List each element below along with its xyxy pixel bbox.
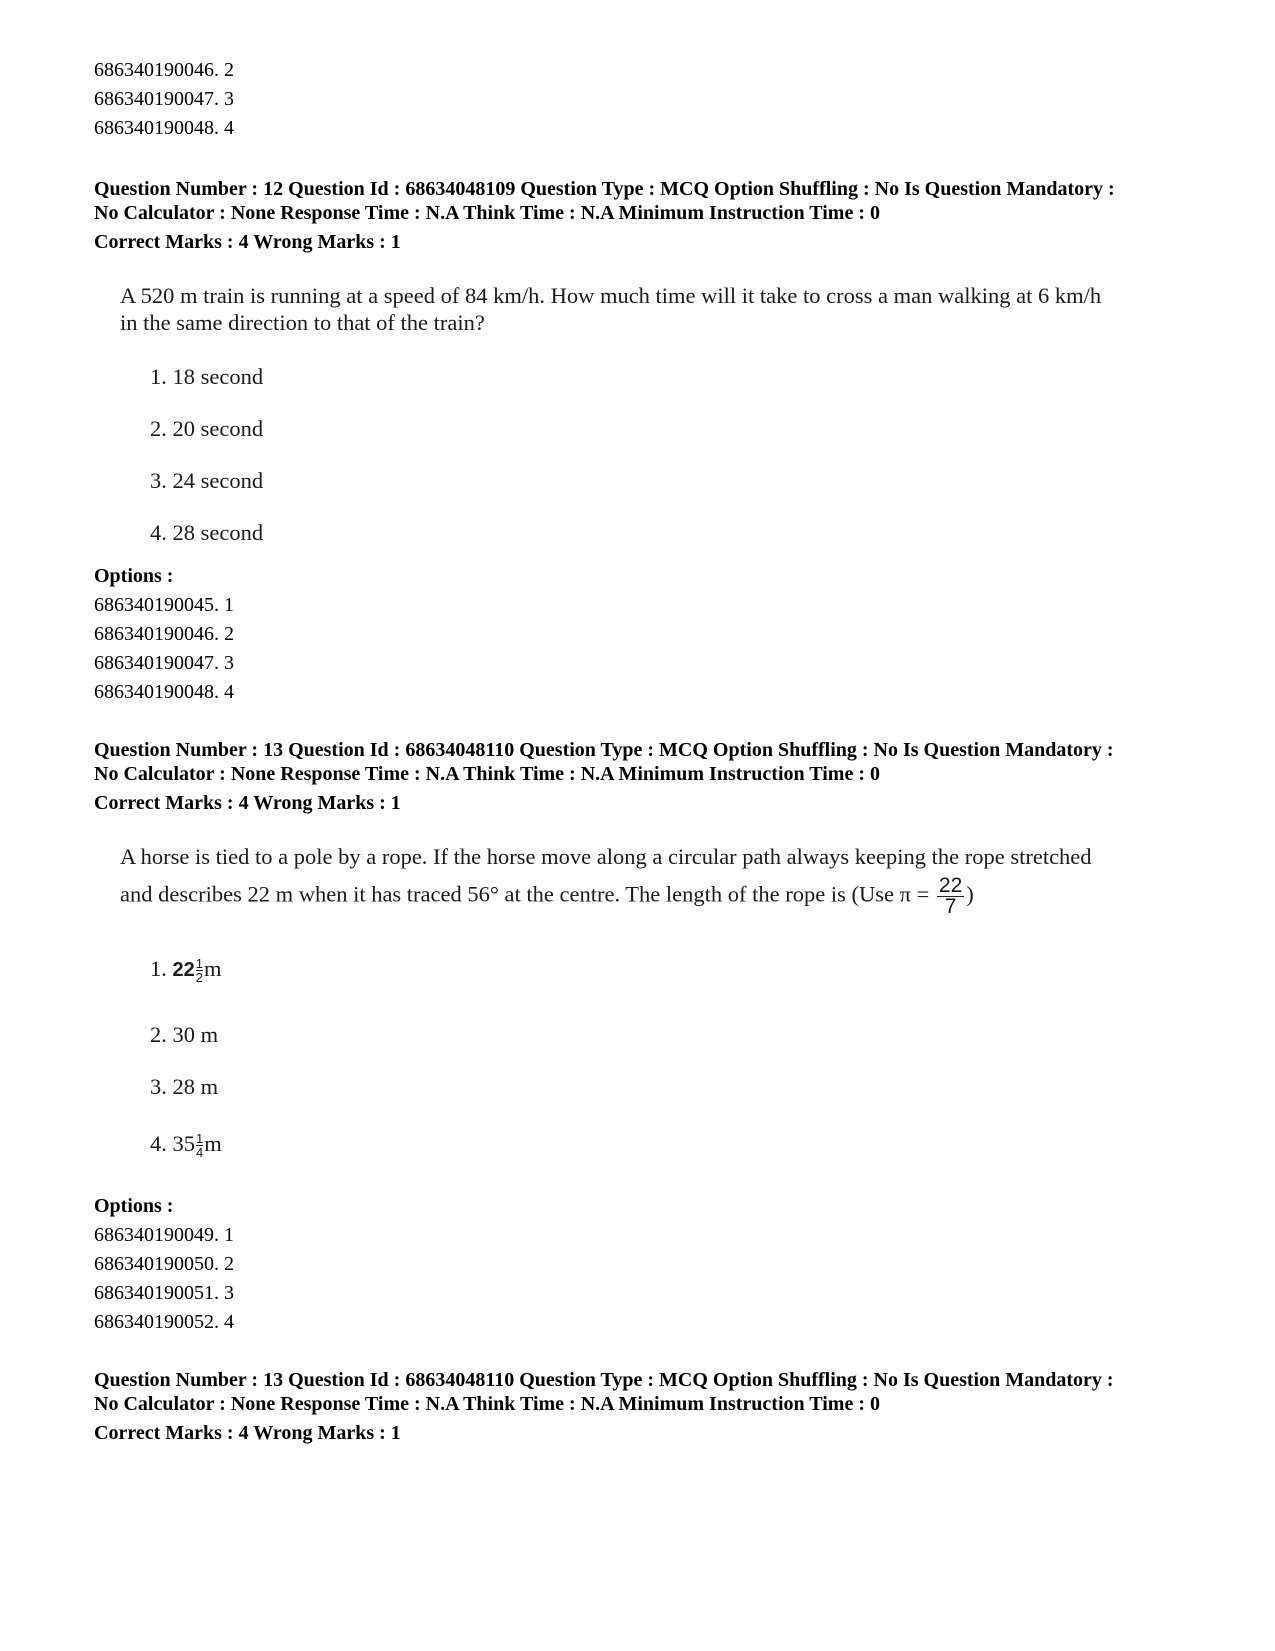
fraction-numerator: 1	[196, 1131, 204, 1147]
q13-choice-3: 3. 28 m	[150, 1074, 219, 1099]
q13-choice-1-fraction	[196, 957, 203, 984]
q13-stem-line1: A horse is tied to a pole by a rope. If the horse move along a circular path always keeping the rope stretched	[120, 844, 1092, 869]
option-id-line: 686340190051. 3	[94, 1282, 234, 1304]
q13-choice-1-prefix: 1.	[150, 956, 173, 981]
q13-choice-4-unit: m	[204, 1131, 222, 1156]
q13-stem	[120, 843, 1092, 917]
q13-repeat-header	[94, 1368, 1114, 1445]
option-id-line: 686340190046. 2	[94, 623, 234, 645]
q13-choice-1-unit: m	[203, 956, 222, 981]
q12-header-line1: Question Number : 12 Question Id : 68634048109 Question Type : MCQ Option Shuffling : No Is Question Mandatory :	[94, 178, 1115, 200]
q12-header-line2: No Calculator : None Response Time : N.A Think Time : N.A Minimum Instruction Time : 0	[94, 202, 880, 224]
q12-choice-3: 3. 24 second	[150, 468, 264, 493]
q12-stem-line1: A 520 m train is running at a speed of 84 km/h. How much time will it take to cross a man walking at 6 km/h	[120, 283, 1102, 308]
pi-numerator: 22	[938, 874, 963, 897]
option-id-line: 686340190048. 4	[94, 681, 234, 703]
q13-options-label: Options :	[94, 1195, 174, 1217]
q12-choice-4: 4. 28 second	[150, 520, 264, 545]
option-id-line: 686340190047. 3	[94, 88, 234, 110]
q12-header	[94, 177, 1115, 254]
q13-options	[94, 1192, 234, 1337]
option-id-line: 686340190052. 4	[94, 1311, 234, 1333]
q12-stem-line2: in the same direction to that of the train?	[120, 310, 485, 335]
pi-close-paren: )	[966, 881, 974, 907]
q13-repeat-header-line1: Question Number : 13 Question Id : 68634048110 Question Type : MCQ Option Shuffling : No Is Question Mandatory :	[94, 1369, 1114, 1391]
option-id-line: 686340190047. 3	[94, 652, 234, 674]
option-id-line: 686340190046. 2	[94, 59, 234, 81]
q13-stem-line2	[120, 876, 1092, 917]
option-id-line: 686340190048. 4	[94, 117, 234, 139]
option-id-line: 686340190049. 1	[94, 1224, 234, 1246]
q12-choice-2: 2. 20 second	[150, 416, 264, 441]
pi-fraction	[937, 876, 964, 917]
q13-repeat-header-line2: No Calculator : None Response Time : N.A Think Time : N.A Minimum Instruction Time : 0	[94, 1393, 880, 1415]
fraction-denominator: 4	[196, 1145, 204, 1161]
q12-marks: Correct Marks : 4 Wrong Marks : 1	[94, 231, 401, 253]
option-id-line: 686340190045. 1	[94, 594, 234, 616]
q13-choice-4-prefix: 4.	[150, 1131, 173, 1156]
pi-denominator: 7	[944, 895, 957, 918]
q13-header-line1: Question Number : 13 Question Id : 68634048110 Question Type : MCQ Option Shuffling : No Is Question Mandatory :	[94, 739, 1114, 761]
q13-choice-1	[150, 955, 222, 984]
q13-choice-1-whole: 22	[172, 959, 195, 981]
fraction-numerator: 1	[195, 956, 203, 972]
q13-stem-line2-text: and describes 22 m when it has traced 56° at the centre. The length of the rope is (Use π =	[120, 881, 935, 907]
q12-options-label: Options :	[94, 565, 174, 587]
q12-options	[94, 562, 234, 707]
fraction-denominator: 2	[195, 970, 203, 986]
q13-choice-4-fraction	[196, 1132, 203, 1159]
q12-choice-1: 1. 18 second	[150, 364, 264, 389]
q13-repeat-marks: Correct Marks : 4 Wrong Marks : 1	[94, 1422, 401, 1444]
q13-marks: Correct Marks : 4 Wrong Marks : 1	[94, 792, 401, 814]
q13-header	[94, 738, 1114, 815]
q13-choice-4-whole: 35	[172, 1131, 195, 1156]
q13-choice-2: 2. 30 m	[150, 1022, 219, 1047]
q12-stem	[120, 282, 1101, 336]
q13-choice-4	[150, 1130, 222, 1159]
q13-header-line2: No Calculator : None Response Time : N.A Think Time : N.A Minimum Instruction Time : 0	[94, 763, 880, 785]
option-id-line: 686340190050. 2	[94, 1253, 234, 1275]
top-options-list	[94, 56, 234, 143]
